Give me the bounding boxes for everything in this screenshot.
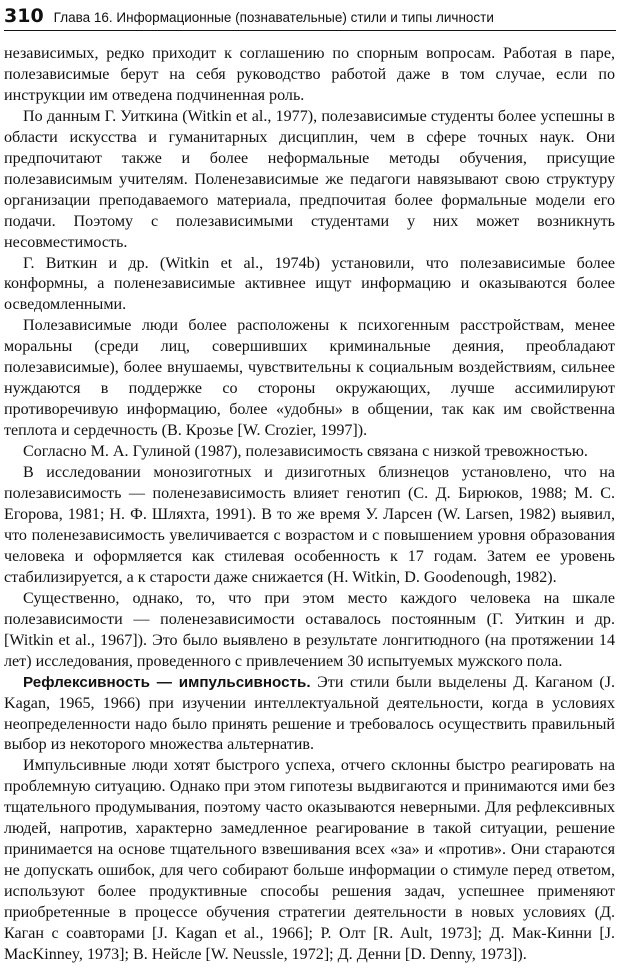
paragraph [4, 673, 615, 757]
page-header [4, 0, 616, 31]
paragraph-text: Эти стили были выделены Д. Каганом (J. Kagan, 1965, 1966) при изучении интеллектуальной деятельности, когда в условиях неопределенности надо было принять решение и требовалось осуществить правильный выбор из некоторого множества альтернатив. [4, 673, 616, 754]
paragraph: независимых, редко приходит к соглашению по спорным вопросам. Работая в паре, полезависимые берут на себя руководство работой даже в том случае, если по инструкции им отведена подчиненная роль. [4, 45, 615, 104]
paragraph: Полезависимые люди более расположены к психогенным расстройствам, менее моральны (среди лиц, совершивших криминальные деяния, преобладают полезависимые), более внушаемы, чувствительны к социальным воздействиям, сильнее нуждаются в поддержке со стороны окружающих, лучше ассимилируют противоречивую информацию, более «удобны» в общении, так как им свойственна теплота и сердечность (В. Крозье [W. Crozier, 1997]). [4, 317, 615, 440]
page-body [4, 44, 615, 966]
paragraph: Согласно М. А. Гулиной (1987), полезависимость связана с низкой тревожностью. [23, 443, 588, 461]
section-heading: Рефлексивность — импульсивность. [23, 673, 311, 691]
paragraph: В исследовании монозиготных и дизиготных близнецов установлено, что на полезависимость — поленезависимость влияет генотип (С. Д. Бирюков, 1988; М. С. Егорова, 1981; Н. Ф. Шляхта, 1991). В то же время У. Ларсен (W. Larsen, 1982) выявил, что поленезависимость увеличивается с возрастом и с повышением уровня образования человека и оформляется как стилевая особенность к 17 годам. Затем ее уровень стабилизируется, а к старости даже снижается (H. Witkin, D. Goodenough, 1982). [4, 464, 615, 586]
running-head: Глава 16. Информационные (познавательные) стили и типы личности [53, 9, 494, 25]
paragraph: Существенно, однако, то, что при этом место каждого человека на шкале полезависимости — поленезависимости оставалось постоянным (Г. Уиткин и др. [Witkin et al., 1967]). Это было выявлено в результате лонгитюдного (на протяжении 14 лет) исследования, проведенного с привлечением 30 испытуемых мужского пола. [4, 589, 615, 670]
paragraph: По данным Г. Уиткина (Witkin et al., 1977), полезависимые студенты более успешны в области искусства и гуманитарных дисциплин, чем в сфере точных наук. Они предпочитают также и более неформальные методы обучения, присущие полезависимым учителям. Поленезависимые же педагоги навязывают свою структуру организации преподаваемого материала, предпочитая более формальные модели его подачи. Поэтому с полезависимыми студентами у них может возникнуть несовместимость. [4, 107, 615, 251]
paragraph: Импульсивные люди хотят быстрого успеха, отчего склонны быстро реагировать на проблемную ситуацию. Однако при этом гипотезы выдвигаются и принимаются ими без тщательного продумывания, поэтому часто оказываются неверными. Для рефлексивных людей, напротив, характерно замедленное реагирование в такой ситуации, решение принимается на основе тщательного взвешивания всех «за» и «против». Они стараются не допускать ошибок, для чего собирают больше информации о стимуле перед ответом, используют более продуктивные способы решения задач, успешнее применяют приобретенные в процессе обучения стратегии деятельности в новых условиях (Д. Каган с соавторами [J. Kagan et al., 1966]; Р. Олт [R. Ault, 1973]; Д. Мак-Кинни [J. MacKinney, 1973]; В. Нейсле [W. Neussle, 1972]; Д. Денни [D. Denny, 1973]). [4, 757, 615, 963]
page-number: 310 [4, 5, 44, 27]
paragraph: Г. Виткин и др. (Witkin et al., 1974b) установили, что полезависимые более конформны, а поленезависимые активнее ищут информацию и оказываются более осведомленными. [4, 254, 615, 314]
